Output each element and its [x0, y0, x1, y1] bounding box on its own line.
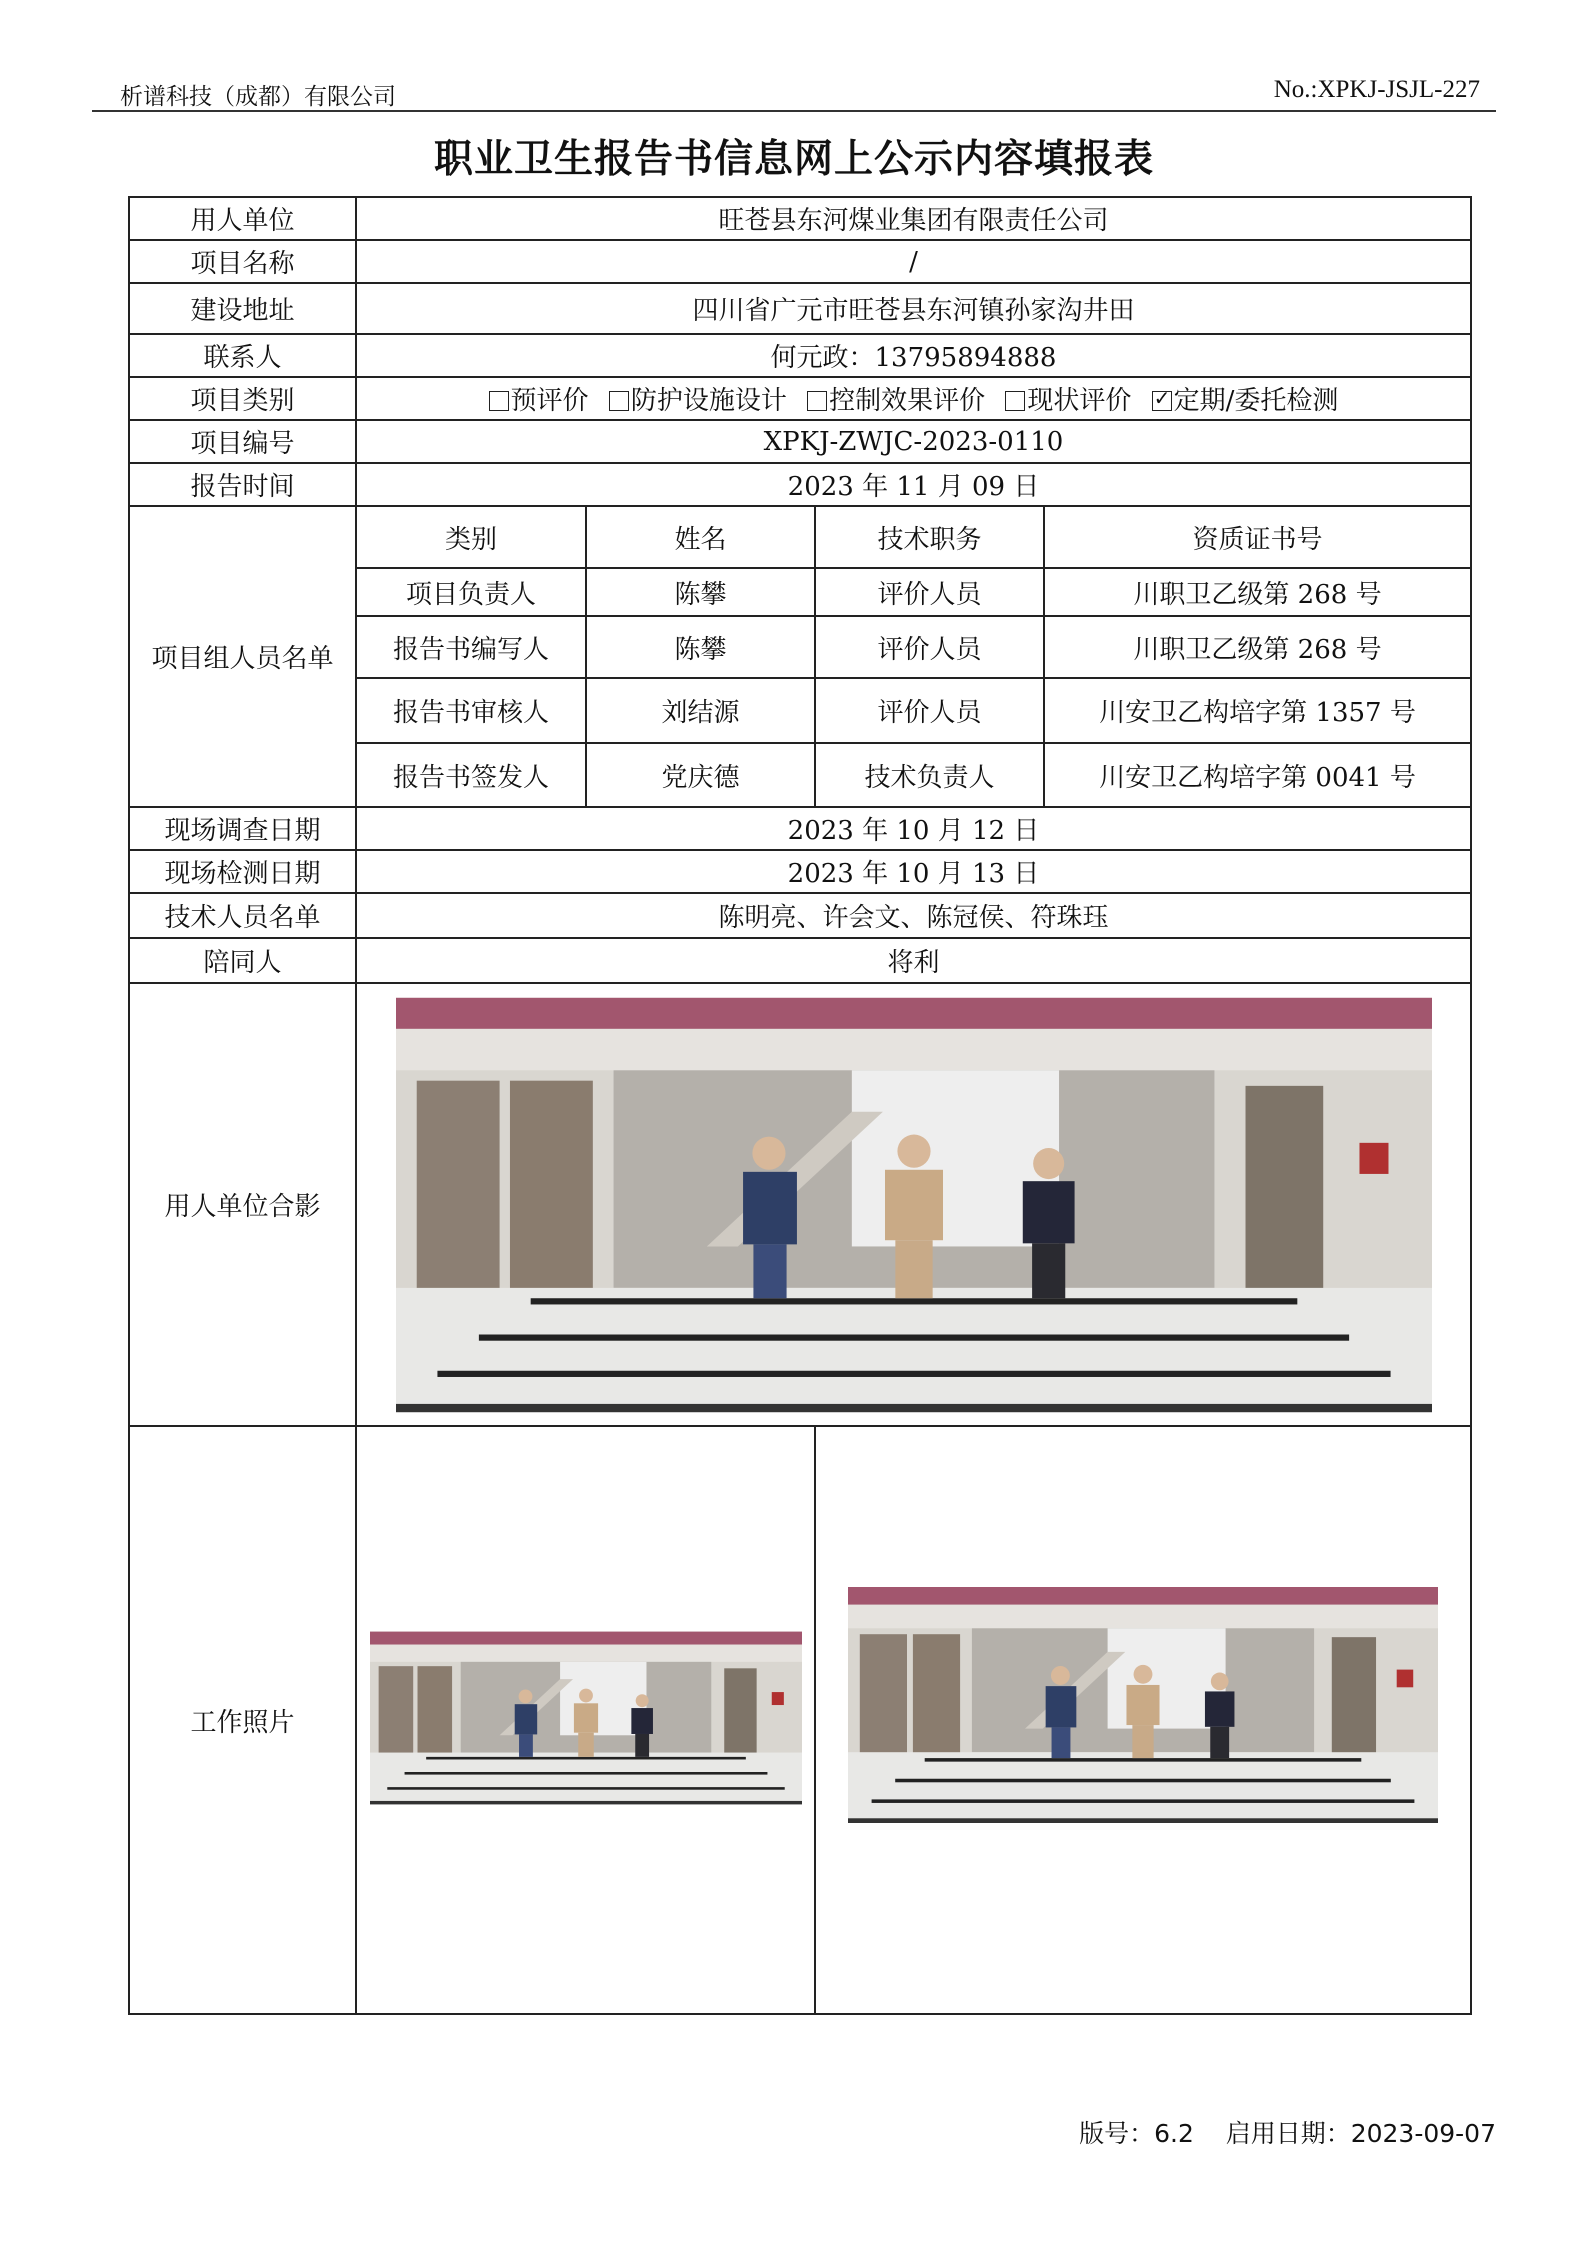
company-name: 析谱科技（成都）有限公司	[120, 84, 396, 110]
label-contact: 联系人	[129, 334, 356, 377]
header-divider	[92, 110, 1496, 112]
checkbox-control-evaluation[interactable]	[807, 391, 827, 411]
value-test-date: 2023 年 10 月 13 日	[356, 850, 1471, 893]
group-photo-cell	[356, 983, 1471, 1426]
option-status-evaluation: 现状评价	[1027, 386, 1132, 416]
row-team	[129, 506, 1471, 807]
start-date: 启用日期：2023-09-07	[1225, 2119, 1496, 2148]
team-cell-title: 技术负责人	[815, 743, 1044, 806]
work-photo-cell-left	[357, 1427, 815, 2013]
label-team: 项目组人员名单	[129, 506, 356, 807]
value-category	[356, 377, 1471, 420]
option-pre-evaluation: 预评价	[510, 386, 589, 416]
row-employer	[129, 197, 1471, 240]
value-survey-date: 2023 年 10 月 12 日	[356, 807, 1471, 850]
value-report-date: 2023 年 11 月 09 日	[356, 463, 1471, 506]
option-protection-design: 防护设施设计	[630, 386, 787, 416]
value-technicians: 陈明亮、许会文、陈冠侯、符珠珏	[356, 893, 1471, 938]
team-cell-role: 报告书编写人	[357, 616, 586, 678]
label-test-date: 现场检测日期	[129, 850, 356, 893]
work-photos-cell	[356, 1426, 1471, 2014]
checkbox-pre-evaluation[interactable]	[489, 391, 509, 411]
value-employer: 旺苍县东河煤业集团有限责任公司	[356, 197, 1471, 240]
team-header: 类别	[357, 507, 586, 568]
team-cell-name: 刘结源	[586, 678, 815, 743]
label-group-photo: 用人单位合影	[129, 983, 356, 1426]
team-cell-name: 陈攀	[586, 568, 815, 616]
team-cell-title: 评价人员	[815, 568, 1044, 616]
row-contact	[129, 334, 1471, 377]
row-report-date	[129, 463, 1471, 506]
team-header: 资质证书号	[1044, 507, 1470, 568]
team-cell-role: 报告书审核人	[357, 678, 586, 743]
label-project-no: 项目编号	[129, 420, 356, 463]
row-test-date	[129, 850, 1471, 893]
team-cell-cert: 川安卫乙构培字第 0041 号	[1044, 743, 1470, 806]
option-control-evaluation: 控制效果评价	[829, 386, 986, 416]
info-table	[128, 196, 1472, 2015]
team-cell	[356, 506, 1471, 807]
value-contact: 何元政：13795894888	[356, 334, 1471, 377]
team-header-row	[357, 507, 1470, 568]
value-address: 四川省广元市旺苍县东河镇孙家沟井田	[356, 283, 1471, 334]
row-companion	[129, 938, 1471, 983]
option-periodic-testing: 定期/委托检测	[1173, 386, 1339, 416]
checkbox-protection-design[interactable]	[609, 391, 629, 411]
work-photos-table	[357, 1427, 1470, 2013]
label-work-photos: 工作照片	[129, 1426, 356, 2014]
label-technicians: 技术人员名单	[129, 893, 356, 938]
team-row	[357, 678, 1470, 743]
checkbox-status-evaluation[interactable]	[1005, 391, 1025, 411]
team-header: 技术职务	[815, 507, 1044, 568]
team-cell-name: 党庆德	[586, 743, 815, 806]
label-employer: 用人单位	[129, 197, 356, 240]
label-address: 建设地址	[129, 283, 356, 334]
label-survey-date: 现场调查日期	[129, 807, 356, 850]
row-project-name	[129, 240, 1471, 283]
row-work-photos	[129, 1426, 1471, 2014]
row-group-photo	[129, 983, 1471, 1426]
row-category	[129, 377, 1471, 420]
team-cell-title: 评价人员	[815, 678, 1044, 743]
row-survey-date	[129, 807, 1471, 850]
work-photo-right	[848, 1441, 1438, 1969]
label-category: 项目类别	[129, 377, 356, 420]
team-cell-role: 报告书签发人	[357, 743, 586, 806]
team-cell-cert: 川安卫乙构培字第 1357 号	[1044, 678, 1470, 743]
checkbox-periodic-testing[interactable]	[1152, 391, 1172, 411]
value-project-name: /	[356, 240, 1471, 283]
work-photos-row	[357, 1427, 1470, 2013]
work-photo-left	[370, 1433, 802, 2003]
team-cell-cert: 川职卫乙级第 268 号	[1044, 568, 1470, 616]
footer-version	[1079, 2114, 1496, 2150]
team-table	[357, 507, 1470, 806]
label-report-date: 报告时间	[129, 463, 356, 506]
team-cell-cert: 川职卫乙级第 268 号	[1044, 616, 1470, 678]
row-address	[129, 283, 1471, 334]
team-cell-title: 评价人员	[815, 616, 1044, 678]
version-number: 版号：6.2	[1079, 2119, 1194, 2148]
work-photo-cell-right	[815, 1427, 1470, 2013]
page-title: 职业卫生报告书信息网上公示内容填报表	[433, 137, 1154, 182]
team-header: 姓名	[586, 507, 815, 568]
team-cell-name: 陈攀	[586, 616, 815, 678]
row-project-no	[129, 420, 1471, 463]
label-companion: 陪同人	[129, 938, 356, 983]
document-number: No.:XPKJ-JSJL-227	[1273, 76, 1480, 103]
team-row	[357, 743, 1470, 806]
label-project-name: 项目名称	[129, 240, 356, 283]
group-photo	[396, 995, 1432, 1415]
value-project-no: XPKJ-ZWJC-2023-0110	[356, 420, 1471, 463]
team-row	[357, 616, 1470, 678]
team-cell-role: 项目负责人	[357, 568, 586, 616]
team-row	[357, 568, 1470, 616]
value-companion: 将利	[356, 938, 1471, 983]
row-technicians	[129, 893, 1471, 938]
